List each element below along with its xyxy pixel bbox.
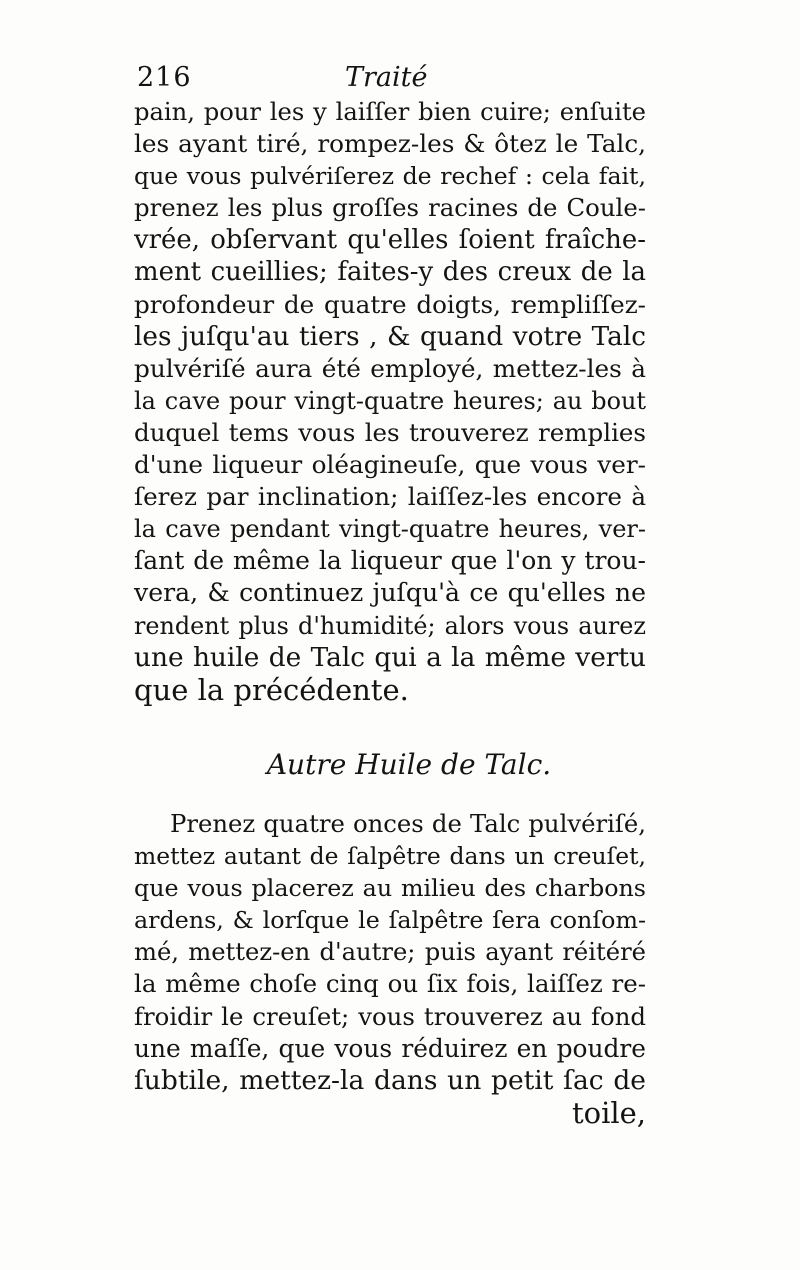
text-line: rendent plus d'humidité; alors vous aurez: [134, 611, 646, 640]
text-line: pain, pour les y laiſſer bien cuire; enſuite: [134, 98, 646, 126]
text-line: la même choſe cinq ou ſix fois, laiſſez re-: [134, 969, 646, 999]
text-line: que la précédente.: [134, 672, 409, 707]
section-title-text: Autre Huile de Talc.: [266, 748, 552, 781]
text-line: ment cueillies; faites-y des creux de la: [134, 257, 646, 288]
text-line: que vous pulvériſerez de rechef : cela fait,: [134, 162, 646, 191]
text-line: les juſqu'au tiers , & quand votre Talc: [134, 321, 646, 352]
text-line: duquel tems vous les trouverez remplies: [134, 417, 646, 447]
text-line: mettez autant de ſalpêtre dans un creuſet,: [134, 842, 646, 871]
text-line: une maſſe, que vous réduirez en poudre: [134, 1033, 646, 1063]
text-line: pulvériſé aura été employé, mettez-les à: [134, 353, 646, 383]
text-line: la cave pendant vingt-quatre heures, ver-: [134, 515, 646, 544]
text-line: vera, & continuez juſqu'à ce qu'elles ne: [134, 578, 646, 608]
text-line: ardens, & lorſque le ſalpêtre ſera conſom-: [134, 906, 646, 935]
text-line: ſubtile, mettez-la dans un petit ſac de: [134, 1064, 646, 1096]
text-line: ſant de même la liqueur que l'on y trou-: [134, 546, 646, 576]
text-line: vrée, obſervant qu'elles ſoient fraîche-: [134, 225, 646, 256]
text-line: profondeur de quatre doigts, rempliſſez-: [134, 289, 646, 319]
text-line: froidir le creuſet; vous trouverez au fond: [134, 1001, 646, 1031]
text-line: une huile de Talc qui a la même vertu: [134, 642, 646, 673]
paragraph-2: [134, 808, 646, 1129]
catchword: toile,: [571, 1095, 646, 1130]
text-line: mé, mettez-en d'autre; puis ayant réitéré: [134, 938, 646, 967]
text-line: que vous placerez au milieu des charbons: [134, 874, 646, 903]
text-line: les ayant tiré, rompez-les & ôtez le Talc,: [134, 129, 646, 159]
running-head: Traité: [345, 62, 428, 93]
text-line: la cave pour vingt-quatre heures; au bout: [134, 386, 646, 415]
text-line: ſerez par inclination; laiſſez-les encore à: [134, 482, 646, 512]
text-line: prenez les plus groſſes racines de Coule-: [134, 193, 646, 223]
text-line: d'une liqueur oléagineuſe, que vous ver-: [134, 450, 646, 480]
text-line: Prenez quatre onces de Talc pulvériſé,: [170, 809, 646, 838]
paragraph-1: [134, 96, 646, 706]
section-title: [0, 748, 800, 781]
page-number: 216: [137, 62, 192, 93]
